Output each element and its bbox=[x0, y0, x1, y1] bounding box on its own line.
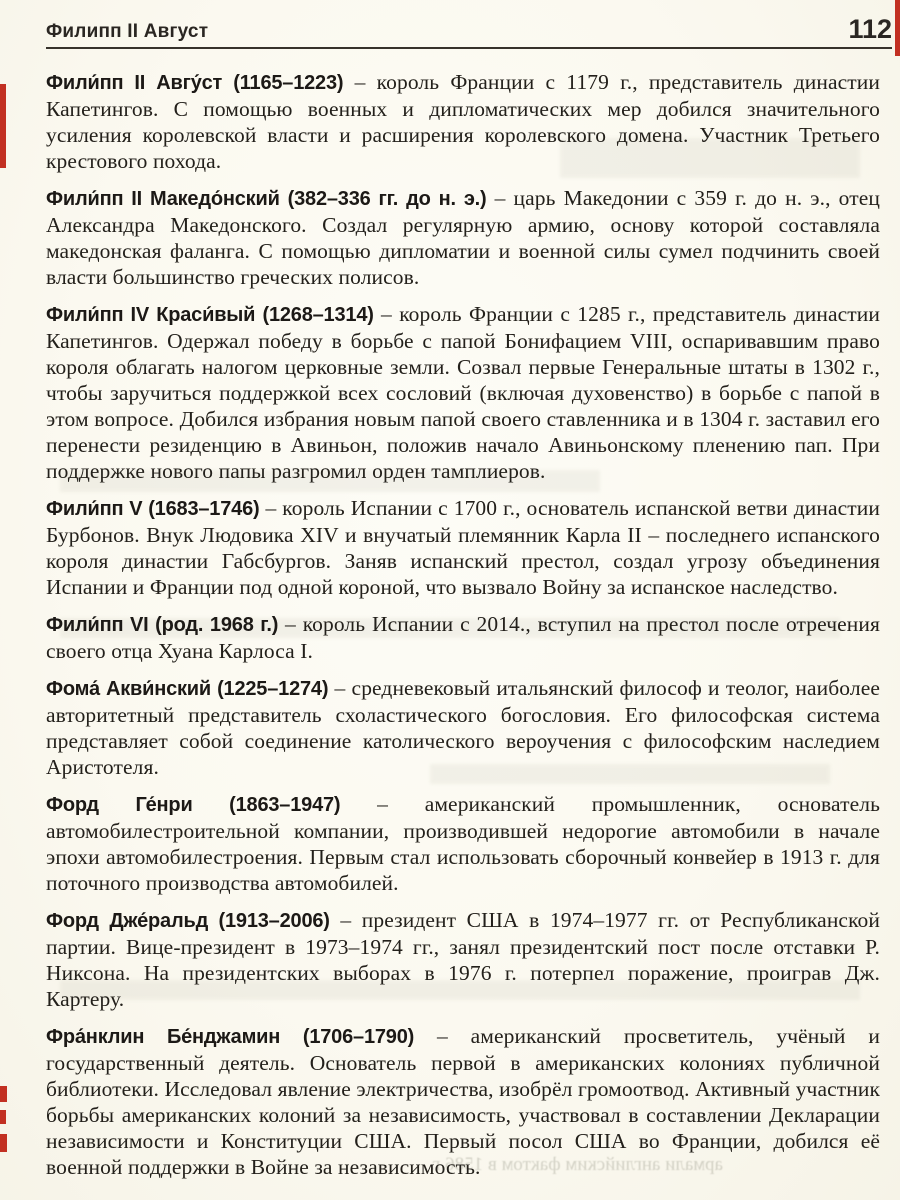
red-edge-mark bbox=[0, 1110, 6, 1124]
page-content bbox=[46, 14, 892, 1191]
running-header bbox=[46, 16, 892, 49]
entry-headword: Фома́ Акви́нский (1225–1274) bbox=[46, 678, 329, 700]
entries-list bbox=[46, 69, 880, 1180]
show-through-text: армали английским фактом в 1586 г. bbox=[430, 1154, 723, 1175]
page-number: 112 bbox=[848, 14, 892, 44]
entry-headword: Фили́пп IV Краси́вый (1268–1314) bbox=[46, 304, 374, 326]
entry-headword: Форд Ге́нри (1863–1947) bbox=[46, 794, 341, 816]
entry-headword: Форд Дже́ральд (1913–2006) bbox=[46, 910, 330, 932]
entry-headword: Фра́нклин Бе́нджамин (1706–1790) bbox=[46, 1026, 415, 1048]
entry-body: – король Испании с 1700 г., основатель испанской ветви династии Бурбонов. Внук Людовика XIV и внучатый племянник Карла II – последнего испанского короля династии Габсбургов. Заняв испанский престол, создал угрозу объединения Испании и Франции под одной короной, что вызвало Войну за испанское наследство. bbox=[46, 496, 880, 599]
entry-body: – президент США в 1974–1977 гг. от Республиканской партии. Вице-президент в 1973–1974 гг., занял президентский пост после отставки Р. Никсона. На президентских выборах в 1976 г. потерпел поражение, проиграв Дж. Картеру. bbox=[46, 908, 880, 1011]
entry-body: – король Испании с 2014., вступил на престол после отречения своего отца Хуана Карлоса I. bbox=[46, 612, 880, 663]
red-edge-mark bbox=[0, 1086, 7, 1102]
dictionary-entry bbox=[46, 301, 880, 484]
entry-body: – царь Македонии с 359 г. до н. э., отец Александра Македонского. Создал регулярную армию, основу которой составляла македонская фаланга. С помощью дипломатии и военной силы сумел подчинить своей власти большинство греческих полисов. bbox=[46, 186, 880, 289]
entry-body: – американский просветитель, учёный и государственный деятель. Основатель первой в американских колониях публичной библиотеки. Исследовал явление электричества, изобрёл громоотвод. Активный участник борьбы американских колоний за независимость, участвовал в составлении Декларации независимости и Конституции США. Первый посол США во Франции, добился её военной поддержки в Войне за независимость. bbox=[46, 1024, 880, 1179]
entry-body: – американский промышленник, основатель автомобилестроительной компании, производившей недорогие автомобили в начале эпохи автомобилестроения. Первым стал использовать сборочный конвейер в 1913 г. для поточного производства автомобилей. bbox=[46, 792, 880, 895]
entry-headword: Фили́пп II Авгу́ст (1165–1223) bbox=[46, 72, 344, 94]
entry-body: – король Франции с 1285 г., представитель династии Капетингов. Одержал победу в борьбе с папой Бонифацием VIII, оспаривавшим право короля облагать налогом церковные земли. Созвал первые Генеральные штаты в 1302 г., чтобы заручиться поддержкой всех сословий (включая духовенство) в борьбе с папой в этом вопросе. Добился избрания новым папой своего ставленника и в 1304 г. заставил его перенести резиденцию в Авиньон, положив начало Авиньонскому пленению пап. При поддержке нового папы разгромил орден тамплиеров. bbox=[46, 302, 880, 483]
entry-headword: Фили́пп V (1683–1746) bbox=[46, 498, 260, 520]
entry-headword: Фили́пп VI (род. 1968 г.) bbox=[46, 614, 279, 636]
entry-body: – средневековый итальянский философ и теолог, наиболее авторитетный представитель схоластического богословия. Его философская система представляет собой соединение католического вероучения с философским наследием Аристотеля. bbox=[46, 676, 880, 779]
red-edge-mark bbox=[0, 84, 6, 168]
dictionary-entry bbox=[46, 185, 880, 290]
dictionary-entry bbox=[46, 69, 880, 174]
dictionary-entry bbox=[46, 907, 880, 1012]
dictionary-entry bbox=[46, 611, 880, 664]
dictionary-entry bbox=[46, 675, 880, 780]
entry-body: – король Франции с 1179 г., представитель династии Капетингов. С помощью военных и дипломатических мер добился значительного усиления королевской власти и расширения королевского домена. Участник Третьего крестового похода. bbox=[46, 70, 880, 173]
running-header-title: Филипп II Август bbox=[46, 21, 209, 42]
red-edge-mark bbox=[0, 1134, 7, 1152]
entry-headword: Фили́пп II Македо́нский (382–336 гг. до н. э.) bbox=[46, 188, 487, 210]
dictionary-entry bbox=[46, 1023, 880, 1180]
dictionary-entry bbox=[46, 791, 880, 896]
dictionary-entry bbox=[46, 495, 880, 600]
red-edge-mark bbox=[895, 0, 900, 56]
